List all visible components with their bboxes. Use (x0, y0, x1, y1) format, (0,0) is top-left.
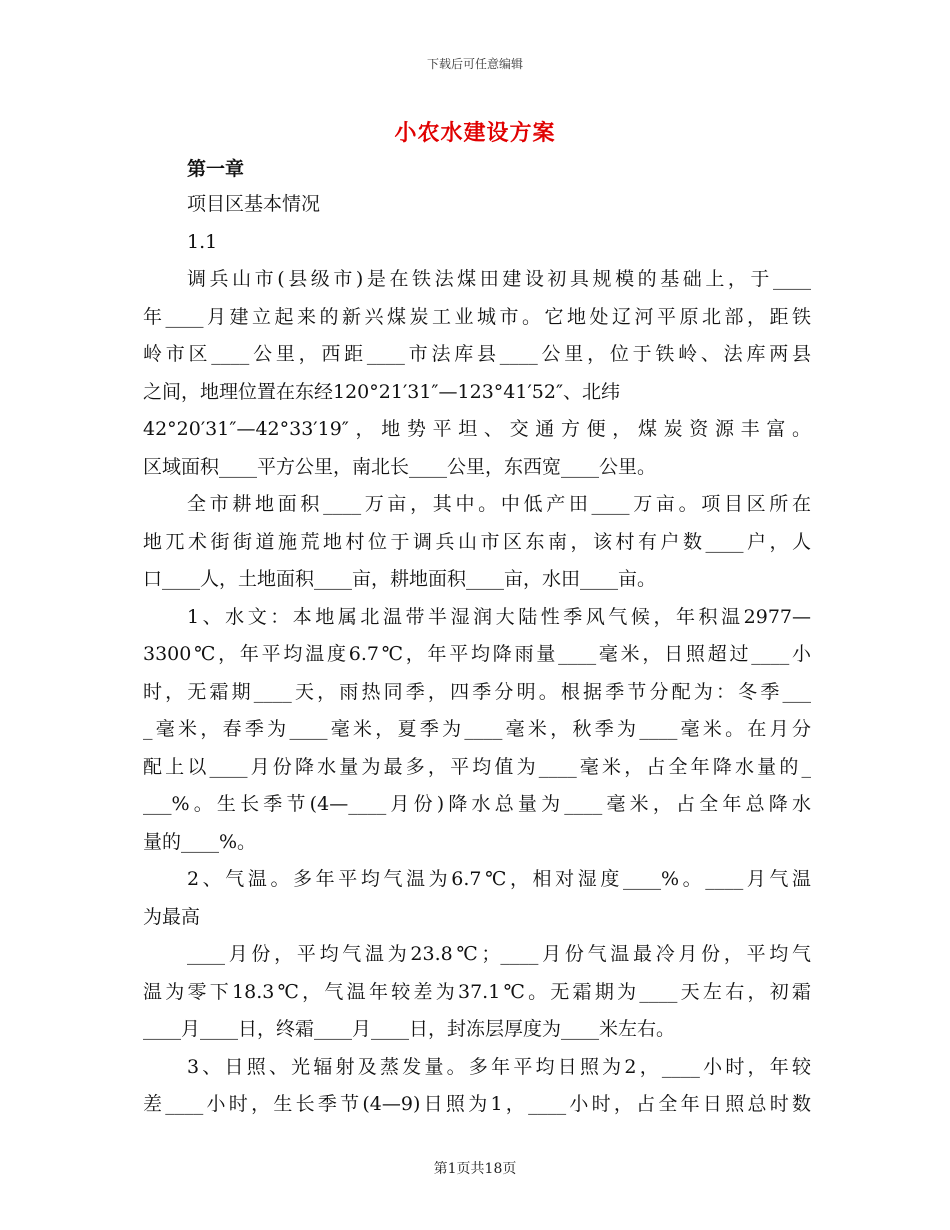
body-line: 差____小时，生长季节(4—9)日照为1，____小时，占全年日照总时数 (143, 1093, 811, 1115)
body-line: 配上以____月份降水量为最多，平均值为____毫米，占全年降水量的_ (143, 755, 811, 778)
body-line: 之间，地理位置在东经120°21′31″—123°41′52″、北纬 (143, 380, 621, 403)
body-line: 3、日照、光辐射及蒸发量。多年平均日照为2，____小时，年较 (187, 1055, 811, 1078)
body-line: ____月份，平均气温为23.8℃；____月份气温最冷月份，平均气 (187, 943, 811, 965)
header-note: 下载后可任意编辑 (426, 57, 523, 71)
body-line: 1.1 (187, 230, 218, 253)
body-line: 为最高 (143, 905, 201, 928)
body-line: ____月____日，终霜____月____日，封冻层厚度为____米左右。 (143, 1018, 676, 1040)
body-line: 2、气温。多年平均气温为6.7℃，相对湿度____%。____月气温 (187, 868, 811, 890)
document-body (143, 186, 811, 1124)
body-line: 年____月建立起来的新兴煤炭工业城市。它地处辽河平原北部，距铁 (143, 305, 811, 328)
body-line: 地兀术街街道施荒地村位于调兵山市区东南，该村有户数____户，人 (143, 530, 811, 553)
chapter-heading: 第一章 (187, 158, 245, 180)
body-line: 量的____%。 (143, 830, 257, 853)
page-footer: 第1页共18页 (433, 1161, 517, 1177)
body-line: 项目区基本情况 (187, 193, 321, 215)
document-title: 小农水建设方案 (394, 120, 556, 146)
body-line: 温为零下18.3℃，气温年较差为37.1℃。无霜期为____天左右，初霜 (143, 980, 811, 1003)
body-line: 岭市区____公里，西距____市法库县____公里，位于铁岭、法库两县 (143, 343, 811, 365)
body-line: 1、水文：本地属北温带半湿润大陆性季风气候，年积温2977— (187, 605, 811, 628)
body-line: 42°20′31″—42°33′19″，地势平坦、交通方便，煤炭资源丰富。 (143, 418, 811, 440)
body-line: _毫米，春季为____毫米，夏季为____毫米，秋季为____毫米。在月分 (143, 718, 811, 740)
body-line: 时，无霜期____天，雨热同季，四季分明。根据季节分配为：冬季___ (143, 680, 811, 703)
body-line: 区域面积____平方公里，南北长____公里，东西宽____公里。 (143, 455, 657, 478)
body-line: 3300℃，年平均温度6.7℃，年平均降雨量____毫米，日照超过____小 (143, 643, 811, 665)
body-line: 口____人，土地面积____亩，耕地面积____亩，水田____亩。 (143, 568, 657, 590)
body-line: 全市耕地面积____万亩，其中。中低产田____万亩。项目区所在 (187, 493, 811, 515)
body-line: ___%。生长季节(4—____月份)降水总量为____毫米，占全年总降水 (143, 793, 811, 815)
body-line: 调兵山市(县级市)是在铁法煤田建设初具规模的基础上，于____ (187, 268, 811, 290)
